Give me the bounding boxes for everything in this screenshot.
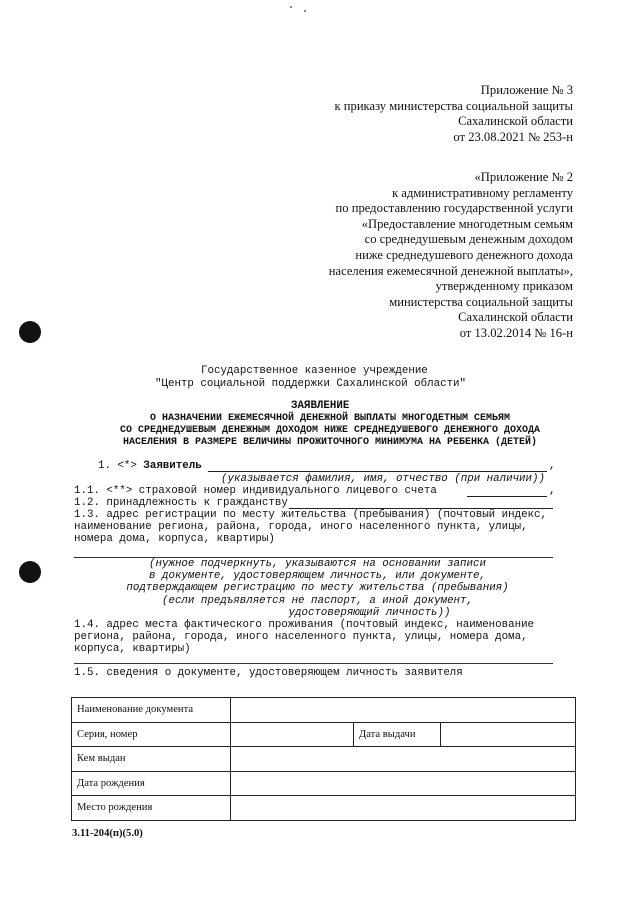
appendix2-header	[329, 170, 573, 342]
doc-info-label: 1.5. сведения о документе, удостоверяющем личность заявителя	[74, 667, 463, 679]
id-document-table	[71, 697, 576, 821]
scan-speck	[304, 10, 306, 12]
reg-hint: (нужное подчеркнуть, указываются на основании записи	[149, 558, 486, 570]
appendix2-line: утвержденному приказом	[435, 279, 573, 294]
issue-date-label: Дата выдачи	[354, 722, 441, 747]
actual-address-label: 1.4. адрес места фактического проживания (почтовый индекс, наименование	[74, 619, 535, 631]
applicant-label: Заявитель	[143, 460, 202, 472]
table-row	[72, 771, 576, 796]
applicant-hint: (указывается фамилия, имя, отчество (при наличии))	[221, 473, 545, 485]
table-row	[72, 698, 576, 723]
appendix2-line: «Предоставление многодетным семьям	[361, 216, 573, 231]
actual-address-field[interactable]	[74, 663, 553, 664]
series-cell[interactable]	[231, 722, 354, 747]
actual-address-label: корпуса, квартиры)	[74, 643, 191, 655]
reg-address-label: наименование региона, района, города, иного населенного пункта, улицы,	[74, 521, 528, 533]
table-row	[72, 796, 576, 821]
birth-place-label: Место рождения	[72, 796, 231, 821]
issued-by-cell[interactable]	[231, 747, 576, 772]
form-subtitle-line: СО СРЕДНЕДУШЕВЫМ ДЕНЕЖНЫМ ДОХОДОМ НИЖЕ СРЕДНЕДУШЕВОГО ДЕНЕЖНОГО ДОХОДА	[119, 425, 541, 436]
snils-field[interactable]	[467, 496, 547, 497]
doc-name-cell[interactable]	[231, 698, 576, 723]
birth-place-cell[interactable]	[231, 796, 576, 821]
appendix2-line: ниже среднедушевого денежного дохода	[355, 247, 573, 262]
institution-line: "Центр социальной поддержки Сахалинской области"	[155, 378, 467, 390]
applicant-field[interactable]	[208, 471, 547, 472]
citizenship-label: 1.2. принадлежность к гражданству	[74, 497, 288, 509]
appendix2-line: со среднедушевым денежным доходом	[364, 232, 573, 247]
birth-date-label: Дата рождения	[72, 771, 231, 796]
appendix2-line: Сахалинской области	[458, 310, 573, 325]
reg-address-label: 1.3. адрес регистрации по месту жительства (пребывания) (почтовый индекс,	[74, 509, 547, 521]
table-row	[72, 722, 576, 747]
reg-hint: удостоверяющий личность))	[288, 607, 451, 619]
table-row	[72, 747, 576, 772]
applicant-row	[98, 460, 202, 473]
punch-hole	[19, 321, 41, 343]
reg-address-label: номера дома, корпуса, квартиры)	[74, 533, 275, 545]
form-title: ЗАЯВЛЕНИЕ	[291, 400, 350, 412]
scan-speck	[290, 6, 292, 8]
issue-date-cell[interactable]	[441, 722, 576, 747]
reg-hint: подтверждающем регистрацию по месту жительства (пребывания)	[126, 582, 509, 594]
appendix2-line: по предоставлению государственной услуги	[335, 201, 573, 216]
birth-date-cell[interactable]	[231, 771, 576, 796]
appendix3-line: Приложение № 3	[480, 83, 573, 97]
issued-by-label: Кем выдан	[72, 747, 231, 772]
appendix2-line: к административному регламенту	[392, 185, 573, 200]
form-subtitle-line: НАСЕЛЕНИЯ В РАЗМЕРЕ ВЕЛИЧИНЫ ПРОЖИТОЧНОГО МИНИМУМА НА РЕБЕНКА (ДЕТЕЙ)	[122, 437, 538, 448]
institution-line: Государственное казенное учреждение	[201, 365, 428, 377]
series-label: Серия, номер	[72, 722, 231, 747]
form-code: 3.11-204(п)(5.0)	[72, 828, 143, 839]
appendix3-line: от 23.08.2021 № 253-н	[453, 129, 573, 144]
doc-name-label: Наименование документа	[72, 698, 231, 723]
appendix3-line: к приказу министерства социальной защиты	[334, 98, 573, 113]
applicant-prefix: 1. <*>	[98, 460, 144, 472]
comma: ,	[549, 485, 556, 497]
form-subtitle-line: О НАЗНАЧЕНИИ ЕЖЕМЕСЯЧНОЙ ДЕНЕЖНОЙ ВЫПЛАТЫ МНОГОДЕТНЫМ СЕМЬЯМ	[149, 413, 511, 424]
reg-hint: в документе, удостоверяющем личность, или документе,	[149, 570, 486, 582]
appendix2-line: населения ежемесячной денежной выплаты»,	[328, 263, 573, 278]
appendix3-header	[335, 83, 573, 145]
snils-label: 1.1. <**> страховой номер индивидуального лицевого счета	[74, 485, 437, 497]
actual-address-label: региона, района, города, иного населенного пункта, улицы, номера дома,	[74, 631, 528, 643]
appendix2-line: «Приложение № 2	[474, 170, 573, 184]
comma: ,	[549, 460, 556, 472]
appendix3-line: Сахалинской области	[458, 114, 573, 129]
appendix2-line: министерства социальной защиты	[389, 294, 573, 309]
reg-hint: (если предъявляется не паспорт, а иной документ,	[161, 595, 473, 607]
appendix2-line: от 13.02.2014 № 16-н	[459, 325, 573, 340]
